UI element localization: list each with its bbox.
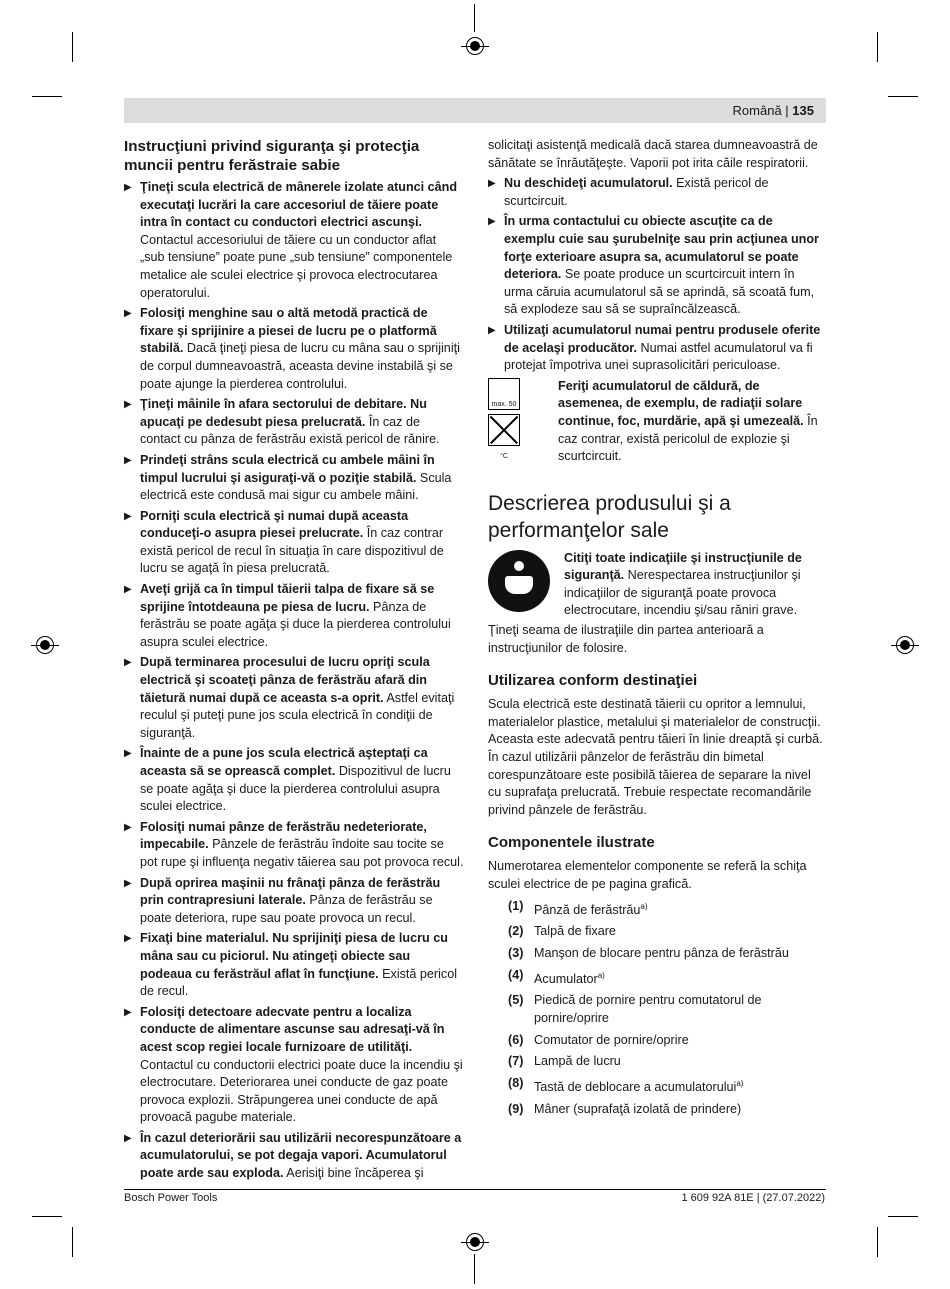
component-item [508,945,826,963]
heat-warning-bold: Feriţi acumulatorul de căldură, de asemenea, de exemplu, de radiaţii solare continue, foc, murdărie, apă şi umezeală. [558,378,804,428]
bullet-text: Contactul accesoriului de tăiere cu un conductor aflat „sub tensiune” poate pune „sub tensiune” componentele metalice ale sculei electrice şi provoca electrocutarea operatorului. [140,232,453,300]
safety-title: Instrucţiuni privind siguranţa şi protecţia muncii pentru ferăstraie sabie [124,138,420,174]
safety-bullet [488,175,826,210]
component-label: Mâner (suprafaţă izolată de prindere) [534,1101,742,1116]
registration-line [474,1254,475,1284]
component-number: (2) [508,924,524,939]
safety-bullet [124,396,464,449]
safety-bullet [124,654,464,742]
components-intro: Numerotarea elementelor componente se referă la schiţa sculei electrice de pe pagina grafică. [488,859,807,891]
footnote-marker: a) [736,1078,744,1088]
component-number: (4) [508,967,524,982]
safety-bullet [124,1004,464,1127]
component-number: (5) [508,993,524,1008]
bullet-text: Există pericol de recul. [140,966,458,999]
bullet-bold-text: Înainte de a pune jos scula electrică aşteptaţi ca aceasta să se oprească complet. [140,746,428,778]
bullet-bold-text: După terminarea procesului de lucru opriţi scula electrică şi scoateţi pânza de ferăstrău afară din tăietură numai după ce aceasta s-a oprit. [140,655,430,705]
safety-bullet [124,179,464,302]
safety-bullet [124,745,464,815]
bullet-text: Se poate produce un scurtcircuit intern în urma căruia acumulatorul să se aprindă, să scoată fum, să explodeze sau să se supraîncălzească. [504,267,815,317]
crop-mark [877,32,878,62]
components-list [488,898,826,1119]
read-manual-icon [488,550,550,612]
safety-bullet [124,1130,464,1183]
read-warning-bold: Citiţi toate indicaţiile şi instrucţiunile de siguranţă. [564,550,802,583]
footer-doc-id: 1 609 92A 81E | (27.07.2022) [681,1192,825,1204]
footnote-marker: a) [597,970,605,980]
read-warning-text: Nerespectarea instrucţiunilor şi indicaţiilor de siguranţă poate provoca electrocutare, incendiu şi/sau răniri grave. [564,568,801,618]
registration-mark-icon [466,37,484,55]
component-item [508,1032,826,1050]
bullet-bold-text: Fixaţi bine materialul. Nu sprijiniţi piesa de lucru cu mâna sau cu piciorul. Nu atingeţi obiecte sau podeaua cu ferăstrăul aflat în funcţiune. [140,931,448,981]
component-number: (9) [508,1101,524,1116]
footnote-marker: a) [640,901,648,911]
bullet-text: Contactul cu conductorii electrici poate duce la incendiu şi electrocutare. Deteriorarea unei conducte de gaz poate provoca explozii. Străpungerea unei conducte de apă provoacă pagube materiale. [140,1057,463,1125]
illustrations-note: Ţineţi seama de ilustraţiile din partea anterioară a instrucţiunilor de folosire. [488,623,764,655]
bullet-text: Numai astfel acumulatorul va fi protejat împotriva unei suprasolicitări periculoase. [504,340,813,373]
component-label: Lampă de lucru [534,1054,621,1069]
component-item [508,992,826,1027]
bullet-text: Aerisiţi bine încăperea şi [283,1166,424,1181]
registration-mark-icon [466,1233,484,1251]
footer-brand: Bosch Power Tools [124,1192,218,1204]
safety-bullet [488,213,826,319]
safety-bullet [124,508,464,578]
component-number: (1) [508,898,524,913]
component-number: (7) [508,1054,524,1069]
section-title: Descrierea produsului şi a performanţelor sale [488,491,731,542]
safety-bullet [124,452,464,505]
footer-rule [124,1189,826,1190]
component-item [508,967,826,989]
page-header: Română | 135 [732,103,814,118]
heat-warning [488,378,826,466]
crop-mark [888,1216,918,1217]
no-water-icon [488,414,520,446]
crop-mark [32,1216,62,1217]
bullet-text: Pânza de ferăstrău se poate agăţa şi duce la pierderea controlului asupra sculei electrice. [140,599,451,649]
intended-use-title: Utilizarea conform destinaţiei [488,672,698,690]
component-label: Acumulator [534,971,598,986]
safety-bullet [124,305,464,393]
battery-bullet-list [488,175,826,375]
bullet-bold-text: În cazul deteriorării sau utilizării necorespunzătoare a acumulatorului, se pot degaja vapori. Acumulatorul poate arde sau exploda. [140,1130,462,1181]
safety-bullet [124,819,464,872]
safety-bullet [124,930,464,1000]
component-item [508,1053,826,1071]
bullet-text: Dacă ţineţi piesa de lucru cu mâna sau o sprijiniţi de corpul dumneavoastră, aceasta devine instabilă şi se poate ajunge la pierderea controlului. [140,341,460,391]
safety-bullet-list [124,179,464,1183]
bullet-bold-text: Folosiţi numai pânze de ferăstrău nedeteriorate, impecabile. [140,819,427,852]
right-column [488,137,826,1122]
bullet-text: Astfel evitaţi reculul şi puteţi pune jos scula electrică în condiţii de siguranţă. [140,690,455,740]
crop-mark [877,1227,878,1257]
component-item [508,1075,826,1097]
bullet-text: În caz de contact cu pânza de ferăstrău există pericol de rănire. [140,414,440,447]
component-number: (6) [508,1032,524,1047]
component-item [508,1101,826,1119]
components-title: Componentele ilustrate [488,834,655,852]
bullet-text: Pânzele de ferăstrău îndoite sau tocite se pot rupe şi influenţa negativ tăierea sau pot provoca recul. [140,837,464,869]
component-number: (8) [508,1075,524,1090]
bullet-bold-text: Folosiţi menghine sau o altă metodă practică de fixare şi sprijinire a piesei de lucru pe o platformă stabilă. [140,306,437,356]
bullet-bold-text: Prindeţi strâns scula electrică cu ambele mâini în timpul lucrului şi asiguraţi-vă o poziţie stabilă. [140,452,435,485]
bullet-text: Există pericol de scurtcircuit. [504,176,769,208]
crop-mark [72,1227,73,1257]
bullet-bold-text: Aveţi grijă ca în timpul tăierii talpa de fixare să se sprijine întotdeauna pe piesa de lucru. [140,582,435,614]
registration-mark-icon [36,636,54,654]
safety-bullet [488,322,826,375]
language-label: Română [732,103,782,118]
component-label: Tastă de deblocare a acumulatorului [534,1079,737,1094]
component-item [508,923,826,941]
component-label: Piedică de pornire pentru comutatorul de pornire/oprire [534,993,762,1025]
bullet-bold-text: Utilizaţi acumulatorul numai pentru produsele oferite de acelaşi producător. [504,322,821,355]
component-number: (3) [508,945,524,960]
crop-mark [888,96,918,97]
component-label: Comutator de pornire/oprire [534,1032,689,1047]
safety-bullet [124,875,464,928]
bullet-bold-text: Ţineţi scula electrică de mânerele izolate atunci când executaţi lucrări la care accesoriul de tăiere poate intra în contact cu conductori electrici ascunşi. [140,180,458,230]
component-label: Talpă de fixare [534,924,616,939]
bullet-bold-text: Porniţi scula electrică şi numai după aceasta conduceţi-o asupra piesei prelucrate. [140,508,409,541]
crop-mark [72,32,73,62]
component-item [508,898,826,920]
registration-mark-icon [896,636,914,654]
safety-bullet [124,581,464,651]
component-label: Manşon de blocare pentru pânza de ferăstrău [534,945,789,960]
bullet-bold-text: Nu deschideţi acumulatorul. [504,176,673,191]
heat-warning-text: În caz contrar, există pericolul de explozie şi scurtcircuit. [558,413,818,464]
page-number: 135 [792,103,814,118]
bullet-text: Scula electrică este condusă mai sigur cu ambele mâini. [140,470,452,503]
component-label: Pânză de ferăstrău [534,902,641,917]
bullet-bold-text: Ţineţi mâinile în afara sectorului de debitare. Nu apucaţi pe dedesubt piesa prelucrată. [140,397,427,429]
continuation-text: solicitaţi asistenţă medicală dacă starea dumneavoastră de sănătate se înrăutăţeşte. Vaporii pot irita căile respiratorii. [488,138,818,170]
read-warning [488,550,826,620]
registration-line [474,4,475,32]
bullet-bold-text: După oprirea maşinii nu frânaţi pânza de ferăstrău prin contrapresiuni laterale. [140,875,441,908]
bullet-bold-text: În urma contactului cu obiecte ascuţite ca de exemplu cuie sau şurubelniţe sau prin acţiunea unor forţe exterioare asupra sa, acumulatorul se poate deteriora. [504,214,819,282]
left-column [124,137,464,1186]
bullet-text: Dispozitivul de lucru se poate agăţa şi duce la pierderea controlului asupra sculei electrice. [140,764,451,814]
header-band [124,98,826,123]
crop-mark [32,96,62,97]
bullet-text: În caz contrar există pericol de recul în situaţia în care dispozitivul de lucru se agaţă în piesa prelucrată. [140,526,444,576]
bullet-bold-text: Folosiţi detectoare adecvate pentru a localiza conducte de alimentare ascunse sau adresaţi-vă în acest scop regiei locale furnizoare de utilităţi. [140,1004,445,1054]
thermometer-icon: max. 50 °C [488,378,520,410]
intended-use-text: Scula electrică este destinată tăierii cu opritor a lemnului, materialelor plastice, metalului şi materialelor de construcţii. Aceasta este adecvată pentru tăieri în linie dreaptă şi curbă. În cazul utilizării pânzelor de ferăstrău din bimetal corespunzătoare este posibilă tăierea de separare la nivel cu suprafaţa prelucrată. Trebuie respectate recomandările privind pânzele de ferăstrău. [488,697,823,817]
bullet-text: Pânza de ferăstrău se poate deteriora, rupe sau poate provoca un recul. [140,893,433,925]
